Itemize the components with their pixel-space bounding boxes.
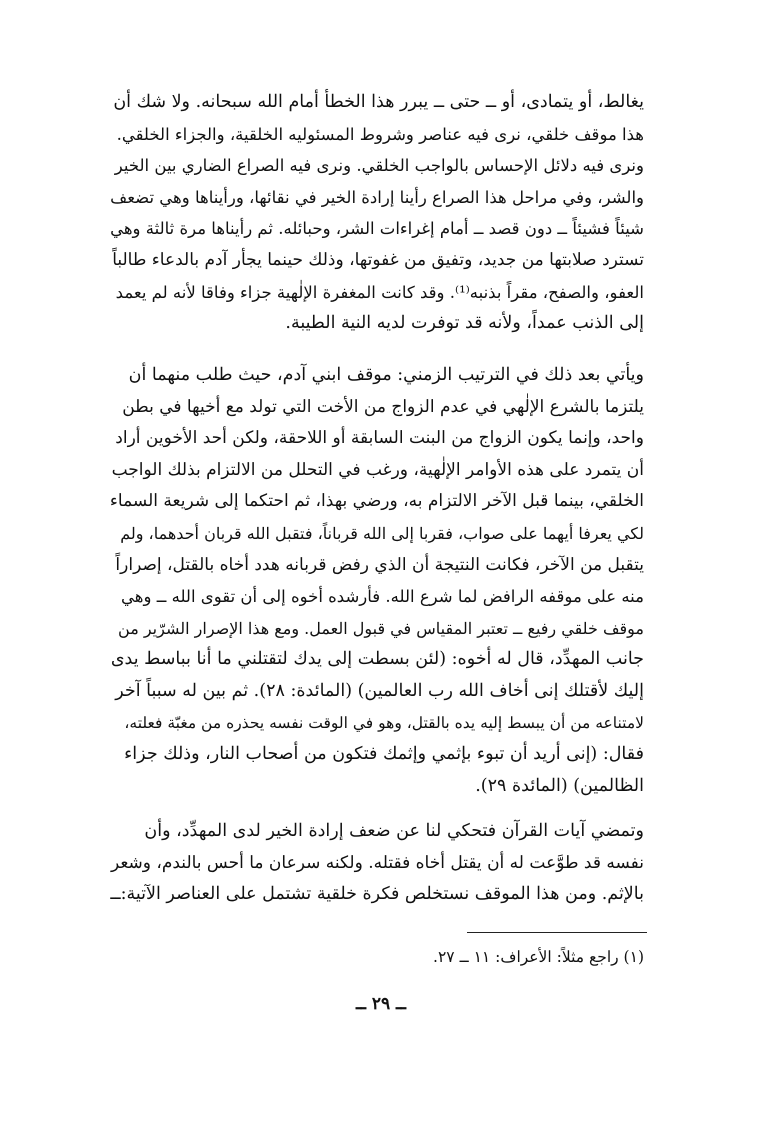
- page-number: ــ ٢٩ ــ: [355, 994, 407, 1014]
- text-line: إليك لأقتلك إنى أخاف الله رب العالمين) (المائدة: ٢٨). ثم بين له سبباً آخر: [115, 680, 644, 701]
- text-line: إلى الذنب عمداً، ولأنه قد توفرت لديه النية الطيبة.: [285, 313, 644, 334]
- text-line: الخلقي، بينما قبل الآخر الالتزام به، ورضي بهذا، ثم احتكما إلى شريعة السماء: [110, 491, 644, 512]
- text-line: واحد، وإنما يكون الزواج من البنت السابقة أو اللاحقة، ولكن أحد الأخوين أراد: [115, 428, 644, 449]
- text-line: لكي يعرفا أيهما على صواب، فقربا إلى الله قرباناً، فتقبل الله قربان أحدهما، ولم: [120, 523, 644, 543]
- text-line: والشر، وفي مراحل هذا الصراع رأينا إرادة الخير في نقائها، ورأيناها وهي تضعف: [110, 187, 644, 207]
- text-line: نفسه قد طوَّعت له أن يقتل أخاه فقتله. ولكنه سرعان ما أحس بالندم، وشعر: [110, 852, 644, 873]
- text-line: هذا موقف خلقي، نرى فيه عناصر وشروط المسئوليه الخلقية، والجزاء الخلقي.: [116, 124, 644, 144]
- footnote-divider: [467, 932, 647, 933]
- text-line: العفو، والصفح، مقراً بذنبه⁽¹⁾. وقد كانت المغفرة الإلٰهية جزاء وفاقا لأنه لم يعمد: [115, 282, 644, 302]
- text-line: جانب المهدِّد، قال له أخوه: (لئن بسطت إلى يدك لتقتلني ما أنا بباسط يدى: [110, 649, 644, 670]
- text-line: يلتزما بالشرع الإلٰهي في عدم الزواج من الأخت التي تولد مع أخيها في بطن: [122, 396, 644, 417]
- text-line: تسترد صلابتها من جديد، وتفيق من غفوتها، وذلك حينما يجأر آدم بالدعاء طالباً: [112, 249, 644, 270]
- text-line: الظالمين) (المائدة ٢٩).: [475, 775, 644, 796]
- text-line: يغالط، أو يتمادى، أو ــ حتى ــ يبرر هذا الخطأ أمام الله سبحانه. ولا شك أن: [113, 92, 644, 112]
- paragraph-quran-verses: [110, 816, 644, 911]
- paragraph-adam-repentance: [110, 87, 644, 340]
- text-line: ويأتي بعد ذلك في الترتيب الزمني: موقف ابني آدم، حيث طلب منهما أن: [128, 365, 644, 385]
- paragraph-sons-of-adam: [110, 360, 644, 802]
- text-line: بالإثم. ومن هذا الموقف نستخلص فكرة خلقية تشتمل على العناصر الآتية:ــ: [110, 884, 644, 905]
- text-line: وتمضي آيات القرآن فتحكي لنا عن ضعف إرادة الخير لدى المهدِّد، وأن: [144, 821, 644, 841]
- text-line: ونرى فيه دلائل الإحساس بالواجب الخلقي. ونرى فيه الصراع الضاري بين الخير: [114, 156, 644, 176]
- text-line: يتقبل من الآخر، فكانت النتيجة أن الذي رفض قربانه هدد أخاه بالقتل، إصراراً: [115, 554, 644, 575]
- text-line: أن يتمرد على هذه الأوامر الإلٰهية، ورغب في التحلل من الالتزام بذلك الواجب: [111, 459, 644, 480]
- text-line: منه على موقفه الرافض لما شرع الله. فأرشده أخوه إلى أن تقوى الله ــ وهي: [121, 587, 644, 607]
- text-line: فقال: (إنى أريد أن تبوء بإثمي وإثمك فتكون من أصحاب النار، وذلك جزاء: [124, 744, 644, 765]
- text-line: موقف خلقي رفيع ــ تعتبر المقياس في قبول العمل. ومع هذا الإصرار الشرّير من: [118, 618, 644, 638]
- text-line: شيئاً فشيئاً ــ دون قصد ــ أمام إغراءات الشر، وحبائله. ثم رأيناها مرة ثالثة وهي: [110, 219, 644, 239]
- footnote: (١) راجع مثلاً: الأعراف: ١١ ــ ٢٧.: [433, 948, 644, 966]
- text-line: لامتناعه من أن يبسط إليه يده بالقتل، وهو في الوقت نفسه يحذره من مغبّة فعلته،: [124, 713, 644, 732]
